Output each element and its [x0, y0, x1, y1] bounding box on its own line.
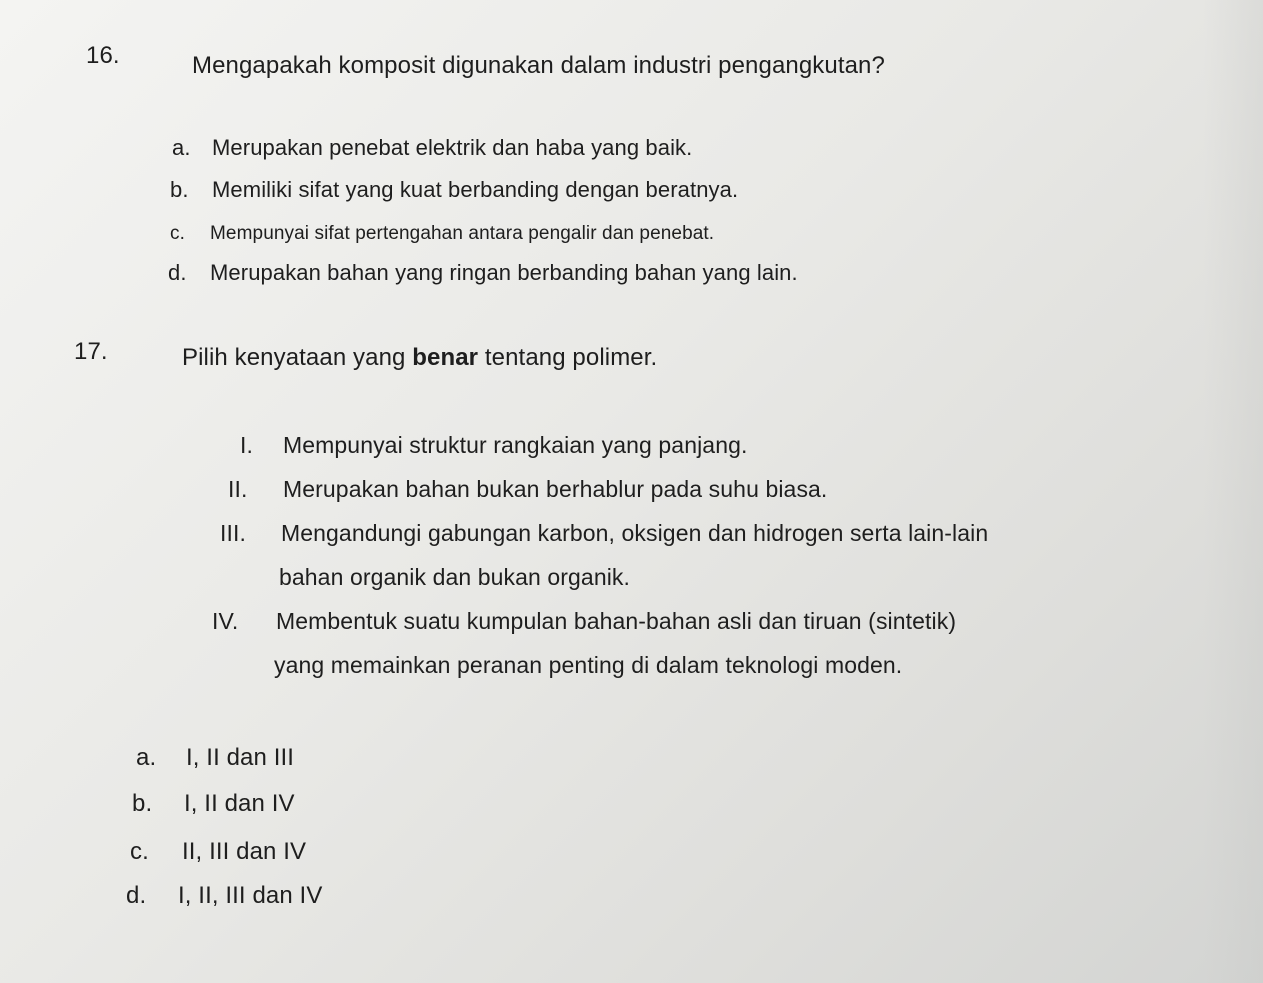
statement-numeral-4: IV.	[212, 608, 239, 634]
option-text-c: Mempunyai sifat pertengahan antara pengalir dan penebat.	[210, 223, 715, 244]
question-number: 17.	[74, 338, 108, 365]
question-text: Mengapakah komposit digunakan dalam industri pengangkutan?	[192, 52, 885, 79]
answer-text-d: I, II, III dan IV	[178, 882, 323, 909]
question-text	[182, 346, 657, 370]
statement-text-3-line-2: bahan organik dan bukan organik.	[279, 564, 631, 590]
answer-text-c: II, III dan IV	[182, 838, 307, 865]
paper-edge-shadow	[1203, 0, 1263, 983]
statement-text-1: Mempunyai struktur rangkaian yang panjang.	[283, 432, 748, 458]
answer-letter-b: b.	[132, 790, 153, 817]
statement-text-2: Merupakan bahan bukan berhablur pada suhu biasa.	[283, 476, 828, 502]
question-text-pre: Pilih kenyataan yang	[182, 344, 413, 371]
answer-letter-d: d.	[126, 882, 147, 909]
statement-text-4-line-2: yang memainkan peranan penting di dalam teknologi moden.	[274, 652, 903, 678]
option-letter-c: c.	[170, 223, 185, 244]
option-letter-d: d.	[168, 260, 187, 285]
question-text-bold: benar	[412, 344, 479, 371]
answer-letter-c: c.	[130, 838, 149, 865]
statement-numeral-3: III.	[220, 520, 246, 546]
option-letter-a: a.	[172, 135, 191, 160]
answer-text-a: I, II dan III	[186, 744, 295, 771]
statement-numeral-2: II.	[228, 476, 248, 502]
option-text-b: Memiliki sifat yang kuat berbanding dengan beratnya.	[212, 177, 739, 202]
statement-text-4-line-1: Membentuk suatu kumpulan bahan-bahan asli dan tiruan (sintetik)	[276, 608, 957, 634]
question-text-post: tentang polimer.	[478, 344, 658, 371]
question-number: 16.	[86, 42, 120, 69]
statement-text-3-line-1: Mengandungi gabungan karbon, oksigen dan hidrogen serta lain-lain	[281, 520, 989, 546]
statement-numeral-1: I.	[240, 432, 253, 458]
answer-letter-a: a.	[136, 744, 157, 771]
option-text-d: Merupakan bahan yang ringan berbanding bahan yang lain.	[210, 260, 798, 285]
option-letter-b: b.	[170, 177, 189, 202]
answer-text-b: I, II dan IV	[184, 790, 295, 817]
option-text-a: Merupakan penebat elektrik dan haba yang baik.	[212, 135, 693, 160]
